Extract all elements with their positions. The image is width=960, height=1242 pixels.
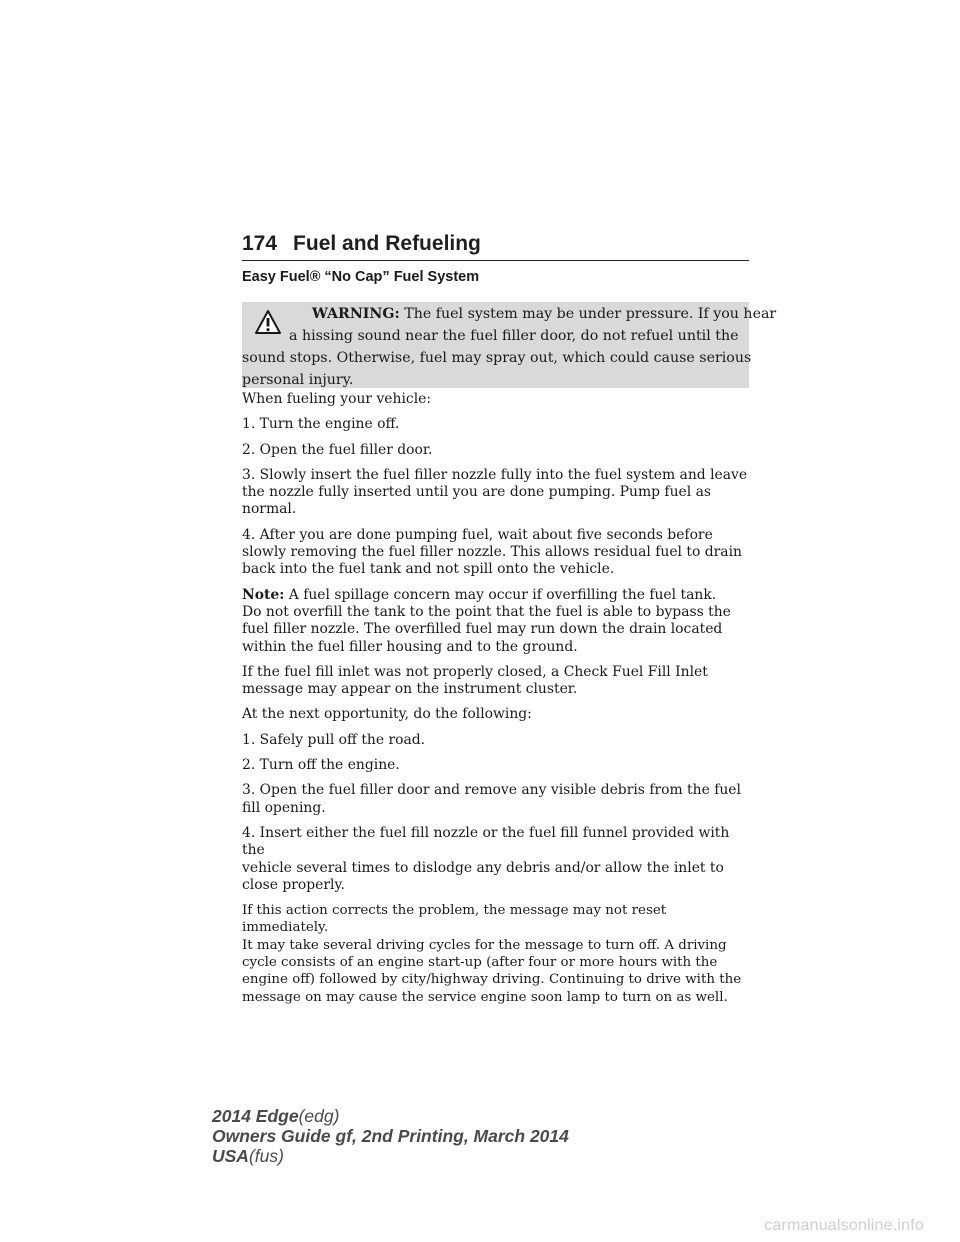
fix-step-item: 3. Open the fuel filler door and remove any visible debris from the fuel fill opening. — [242, 782, 741, 816]
footer-market: USA — [212, 1146, 249, 1166]
note-paragraph — [242, 587, 752, 656]
warning-box — [242, 302, 777, 388]
footer-market-code: (fus) — [248, 1146, 284, 1166]
step-item: 4. After you are done pumping fuel, wait about five seconds before slowly removing the fuel filler nozzle. This allows residual fuel to drain back into the fuel tank and not spill onto the vehicle. — [242, 526, 742, 578]
chapter-title: Fuel and Refueling — [293, 232, 481, 255]
warning-line: personal injury. — [242, 372, 354, 388]
page-footer — [212, 1106, 569, 1166]
step-item: 2. Open the fuel filler door. — [242, 441, 433, 458]
final-paragraph: If this action corrects the problem, the message may not reset immediately. It may take several driving cycles for the message to turn off. A driving cycle consists of an engine start-up (after four or more hours with the engine off) followed by city/highway driving. Continuing to drive with the message on may cause the service engine soon lamp to turn on as well. — [242, 903, 742, 1005]
footer-model-code: (edg) — [298, 1106, 340, 1126]
fix-step-item: 4. Insert either the fuel fill nozzle or the fuel fill funnel provided with the vehicle several times to dislodge any debris and/or allow the inlet to close properly. — [242, 824, 730, 893]
section-title: Easy Fuel® “No Cap” Fuel System — [242, 269, 480, 285]
next-opportunity-paragraph: At the next opportunity, do the following: — [242, 706, 532, 723]
warning-line: The fuel system may be under pressure. If you hear — [404, 306, 777, 322]
note-label: Note: — [242, 586, 285, 603]
fix-step-item: 1. Safely pull off the road. — [242, 731, 426, 748]
note-text: A fuel spillage concern may occur if overfilling the fuel tank. Do not overfill the tank to the point that the fuel is able to bypass the fuel filler nozzle. The overfilled fuel may run down the drain located within the fuel filler housing and to the ground. — [242, 586, 731, 655]
warning-text — [242, 302, 777, 391]
body-text — [242, 391, 752, 1014]
page-header — [242, 232, 749, 261]
step-item: 3. Slowly insert the fuel filler nozzle fully into the fuel system and leave the nozzle fully inserted until you are done pumping. Pump fuel as normal. — [242, 466, 748, 518]
warning-line: sound stops. Otherwise, fuel may spray out, which could cause serious — [242, 350, 752, 366]
inlet-paragraph: If the fuel fill inlet was not properly closed, a Check Fuel Fill Inlet message may appear on the instrument cluster. — [242, 663, 708, 698]
fix-step-item: 2. Turn off the engine. — [242, 757, 400, 774]
intro-paragraph: When fueling your vehicle: — [242, 391, 432, 407]
warning-line: a hissing sound near the fuel filler door, do not refuel until the — [289, 328, 739, 344]
footer-guide-info: Owners Guide gf, 2nd Printing, March 2014 — [212, 1126, 569, 1146]
page-number: 174 — [242, 232, 278, 255]
footer-model: 2014 Edge — [212, 1106, 299, 1126]
watermark: carmanualsonline.info — [764, 1217, 924, 1234]
step-item: 1. Turn the engine off. — [242, 416, 400, 433]
warning-label: WARNING: — [312, 306, 400, 322]
